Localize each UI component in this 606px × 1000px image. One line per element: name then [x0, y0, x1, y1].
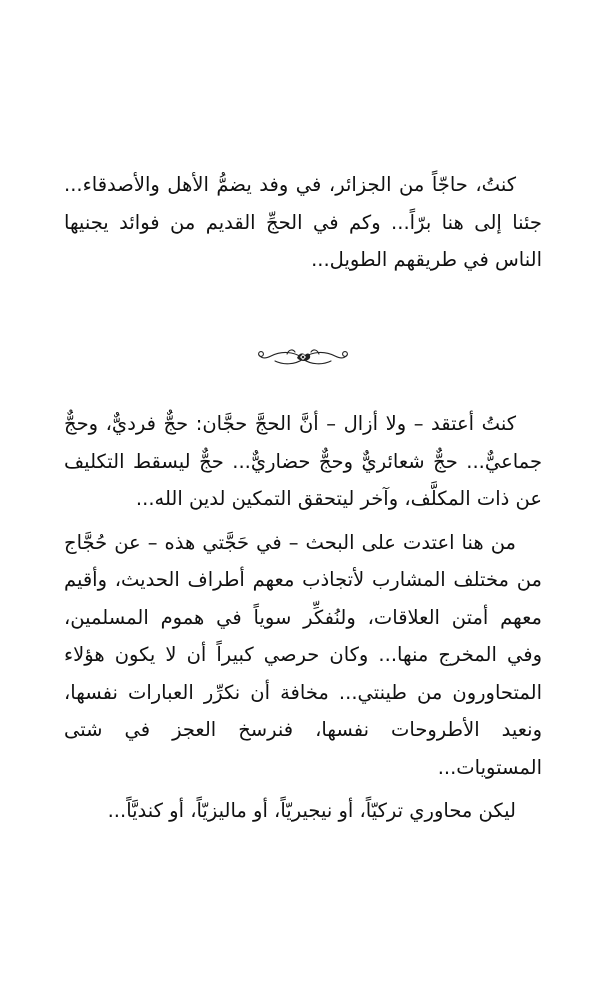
paragraph: كنتُ، حاجّاً من الجزائر، في وفد يضمُّ الأهل والأصدقاء... جئنا إلى هنا برّاً... وكم في الحجِّ القديم من فوائد يجنيها الناس في طريقهم الطويل...: [64, 173, 542, 271]
paragraph: ليكن محاوري تركيّاً، أو نيجيريّاً، أو ماليزيّاً، أو كنديَّاً...: [107, 799, 516, 822]
floral-divider-icon: [253, 343, 353, 373]
paragraph: من هنا اعتدت على البحث – في حَجَّتي هذه – عن حُجَّاج من مختلف المشارب لأتجاذب معهم أطراف الحديث، وأقيم معهم أمتن العلاقات، ولنُفكِّر سوياً في هموم المسلمين، وفي المخرج منها... وكان حرصي كبيراً أن لا يكون هؤلاء المتحاورون من طينتي... مخافة أن نكرِّر العبارات نفسها، ونعيد الأطروحات نفسها، فنرسخ العجز في شتى المستويات...: [64, 530, 542, 779]
section-two: [64, 405, 542, 830]
section-one: [64, 166, 542, 279]
paragraph: كنتُ أعتقد – ولا أزال – أنَّ الحجَّ حجَّان: حجٌّ فرديٌّ، وحجٌّ جماعيٌّ... حجٌّ شعائريٌّ وحجٌّ حضاريٌّ... حجٌّ ليسقط التكليف عن ذات المكلَّف، وآخر ليتحقق التمكين لدين الله...: [64, 412, 542, 510]
